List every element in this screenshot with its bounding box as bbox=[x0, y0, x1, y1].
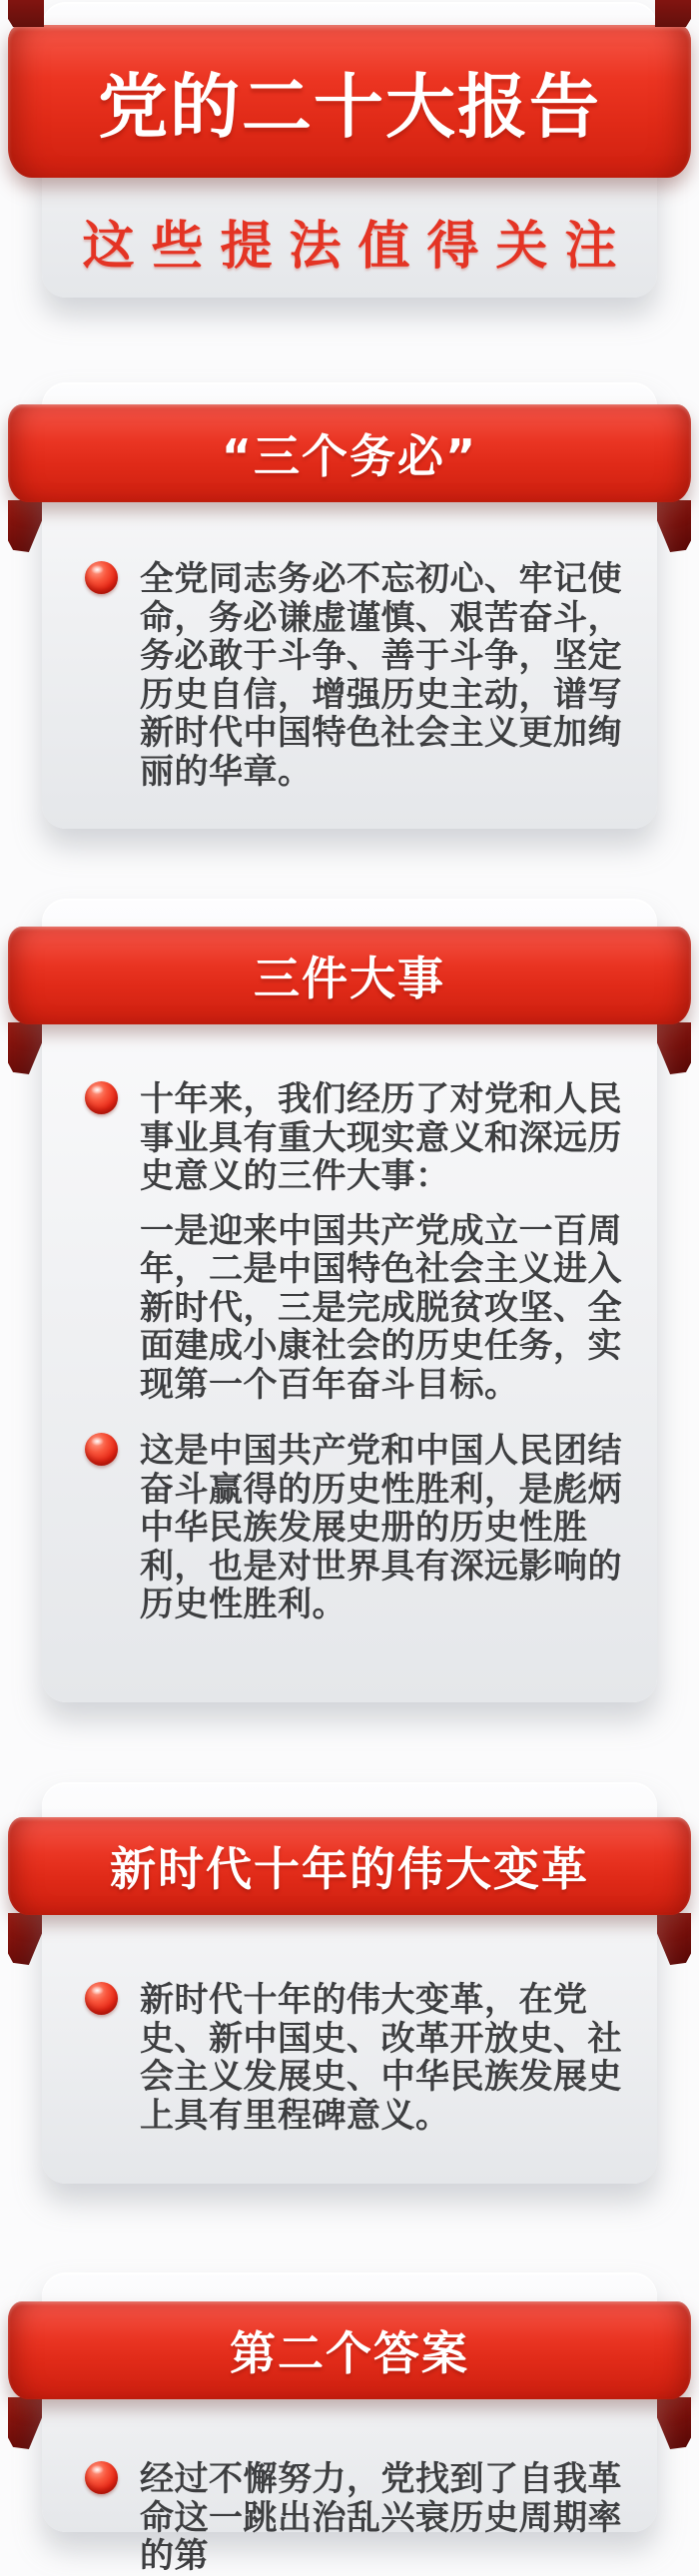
body-text: 一是迎来中国共产党成立一百周年，二是中国特色社会主义进入新时代，三是完成脱贫攻坚、全面建成小康社会的历史任务，实现第一个百年奋斗目标。 bbox=[140, 1210, 622, 1405]
bullet-item bbox=[0, 1981, 699, 2135]
section-title: 新时代十年的伟大变革 bbox=[110, 1842, 589, 1896]
ribbon-fold-left-icon bbox=[8, 1913, 44, 1965]
section-title: 三件大事 bbox=[254, 952, 445, 1005]
section-s4 bbox=[0, 2272, 699, 2576]
ribbon-fold-left-icon bbox=[8, 0, 44, 27]
section-ribbon bbox=[8, 927, 691, 1024]
section-content bbox=[0, 560, 699, 791]
hero-ribbon-banner bbox=[8, 25, 691, 178]
body-text: 十年来，我们经历了对党和人民事业具有重大现实意义和深远历史意义的三件大事： bbox=[140, 1079, 622, 1196]
page-title: 党的二十大报告 bbox=[98, 66, 601, 148]
bullet-dot-icon bbox=[85, 1982, 118, 2015]
bullet-item bbox=[0, 2460, 699, 2576]
ribbon-fold-right-icon bbox=[655, 0, 691, 27]
bullet-dot-icon bbox=[85, 1433, 118, 1466]
section-ribbon bbox=[8, 2301, 691, 2399]
section-content bbox=[0, 1080, 699, 1624]
ribbon-fold-right-icon bbox=[655, 2397, 691, 2449]
section-content bbox=[0, 1981, 699, 2135]
bullet-item bbox=[0, 560, 699, 791]
ribbon-fold-right-icon bbox=[655, 500, 691, 552]
ribbon-fold-right-icon bbox=[655, 1022, 691, 1074]
ribbon-fold-left-icon bbox=[8, 2397, 44, 2449]
body-text: 这是中国共产党和中国人民团结奋斗赢得的历史性胜利，是彪炳中华民族发展史册的历史性胜利，也是对世界具有深远影响的历史性胜利。 bbox=[140, 1431, 622, 1624]
section-s3 bbox=[0, 1782, 699, 2184]
bullet-item bbox=[0, 1080, 699, 1196]
body-text: 新时代十年的伟大变革，在党史、新中国史、改革开放史、社会主义发展史、中华民族发展史上具有里程碑意义。 bbox=[140, 1980, 622, 2136]
bullet-item bbox=[0, 1432, 699, 1624]
section-s2 bbox=[0, 899, 699, 1702]
section-title: “三个务必” bbox=[221, 429, 478, 483]
ribbon-fold-left-icon bbox=[8, 500, 44, 552]
paragraph bbox=[0, 1212, 699, 1405]
page-subtitle: 这些提法值得关注 bbox=[82, 217, 634, 277]
section-title: 第二个答案 bbox=[230, 2326, 469, 2380]
ribbon-fold-right-icon bbox=[655, 1913, 691, 1965]
bullet-dot-icon bbox=[85, 2461, 118, 2494]
bullet-dot-icon bbox=[85, 561, 118, 594]
section-ribbon bbox=[8, 404, 691, 502]
hero-section bbox=[0, 0, 699, 329]
body-text: 全党同志务必不忘初心、牢记使命，务必谦虚谨慎、艰苦奋斗，务必敢于斗争、善于斗争，坚定历史自信，增强历史主动，谱写新时代中国特色社会主义更加绚丽的华章。 bbox=[140, 559, 622, 792]
section-ribbon bbox=[8, 1817, 691, 1915]
bullet-dot-icon bbox=[85, 1081, 118, 1114]
section-s1 bbox=[0, 382, 699, 829]
section-content bbox=[0, 2460, 699, 2576]
body-text: 经过不懈努力，党找到了自我革命这一跳出治乱兴衰历史周期率的第 bbox=[140, 2459, 622, 2576]
ribbon-fold-left-icon bbox=[8, 1022, 44, 1074]
